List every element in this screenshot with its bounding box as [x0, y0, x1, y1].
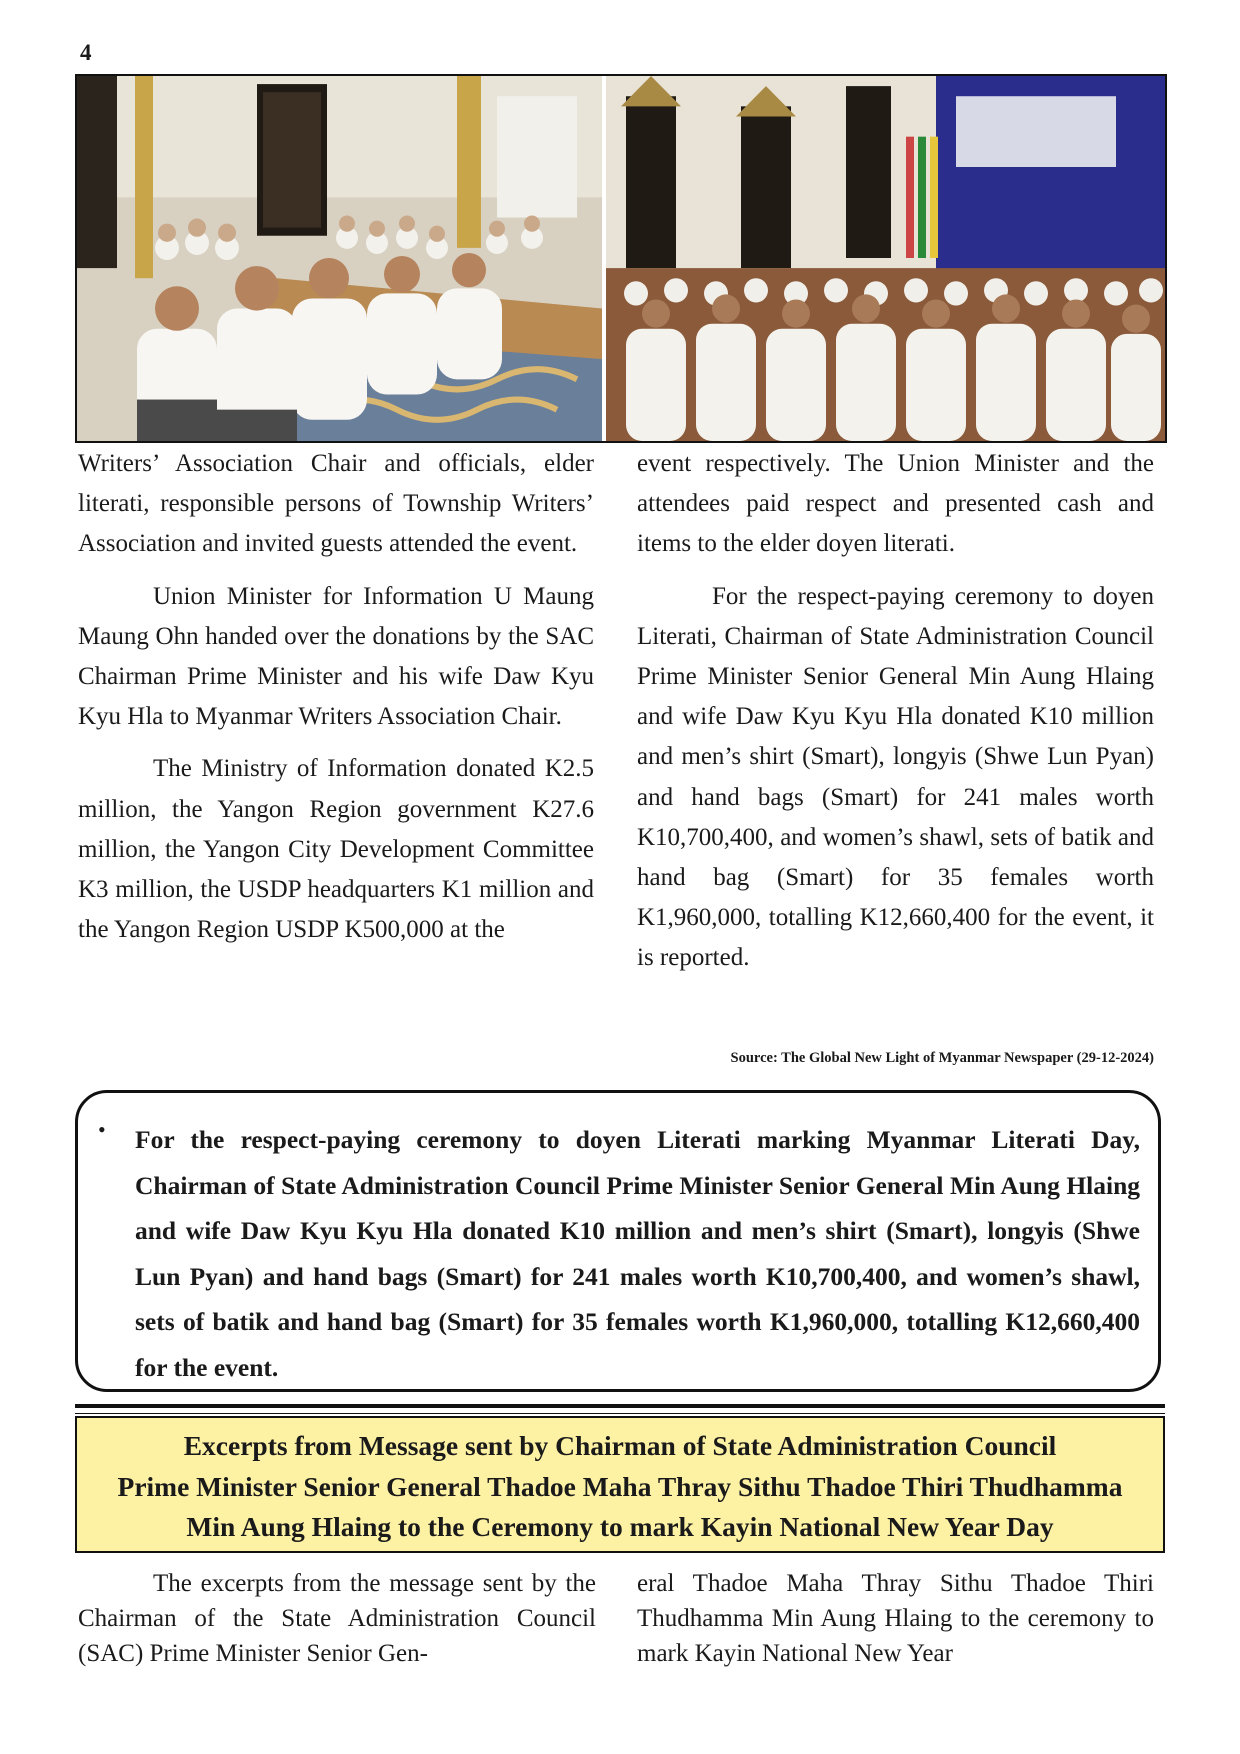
- headline-line-1: Excerpts from Message sent by Chairman of State Administration Council: [183, 1430, 1057, 1461]
- headline-line-3: Min Aung Hlaing to the Ceremony to mark Kayin National New Year Day: [186, 1511, 1054, 1542]
- right-column: [637, 444, 1154, 991]
- right-paragraph-2: For the respect-paying ceremony to doyen Literati, Chairman of State Administration Council Prime Minister Senior General Min Aung Hlaing and wife Daw Kyu Kyu Hla donated K10 million and men’s shirt (Smart), longyis (Shwe Lun Pyan) and hand bags (Smart) for 241 males worth K10,700,400, and women’s shawl, sets of batik and hand bag (Smart) for 35 females worth K1,960,000, totalling K12,660,400 for the event, it is reported.: [637, 582, 1154, 972]
- source-credit: Source: The Global New Light of Myanmar Newspaper (29-12-2024): [730, 1050, 1154, 1066]
- photo-ceremony-seated-floor: [77, 76, 606, 441]
- right-paragraph-1: event respectively. The Union Minister and the attendees paid respect and presented cash and items to the elder doyen literati.: [637, 450, 1154, 558]
- bullet-icon: •: [98, 1117, 106, 1142]
- highlight-box: [75, 1090, 1161, 1392]
- headline-line-2: Prime Minister Senior General Thadoe Maha Thray Sithu Thadoe Thiri Thudhamma: [117, 1470, 1123, 1502]
- bottom-right-paragraph: eral Thadoe Maha Thray Sithu Thadoe Thiri Thudhamma Min Aung Hlaing to the ceremony to mark Kayin National New Year: [637, 1570, 1154, 1667]
- page-number: 4: [80, 40, 92, 65]
- headline-box: [75, 1416, 1165, 1553]
- bottom-right-column: [637, 1566, 1154, 1671]
- left-paragraph-3: The Ministry of Information donated K2.5 million, the Yangon Region government K27.6 million, the Yangon City Development Committee K3 million, the USDP headquarters K1 million and the Yangon Region USDP K500,000 at the: [78, 755, 594, 944]
- photo-hall-audience: [606, 76, 1165, 441]
- left-paragraph-1: Writers’ Association Chair and officials, elder literati, responsible persons of Township Writers’ Association and invited guests attended the event.: [78, 450, 594, 558]
- photo-strip: [75, 74, 1167, 443]
- bottom-left-paragraph: The excerpts from the message sent by the Chairman of the State Administration Council (SAC) Prime Minister Senior Gen-: [78, 1570, 596, 1667]
- highlight-text: For the respect-paying ceremony to doyen Literati marking Myanmar Literati Day, Chairman of State Administration Council Prime Minister Senior General Min Aung Hlaing and wife Daw Kyu Kyu Hla donated K10 million and men’s shirt (Smart), longyis (Shwe Lun Pyan) and hand bags (Smart) for 241 males worth K10,700,400, and women’s shawl, sets of batik and hand bag (Smart) for 35 females worth K1,960,000, totalling K12,660,400 for the event.: [135, 1125, 1140, 1382]
- bottom-left-column: [78, 1566, 596, 1671]
- divider-rule: [75, 1404, 1165, 1414]
- left-paragraph-2: Union Minister for Information U Maung Maung Ohn handed over the donations by the SAC Chairman Prime Minister and his wife Daw Kyu Kyu Hla to Myanmar Writers Association Chair.: [78, 582, 594, 731]
- left-column: [78, 444, 594, 962]
